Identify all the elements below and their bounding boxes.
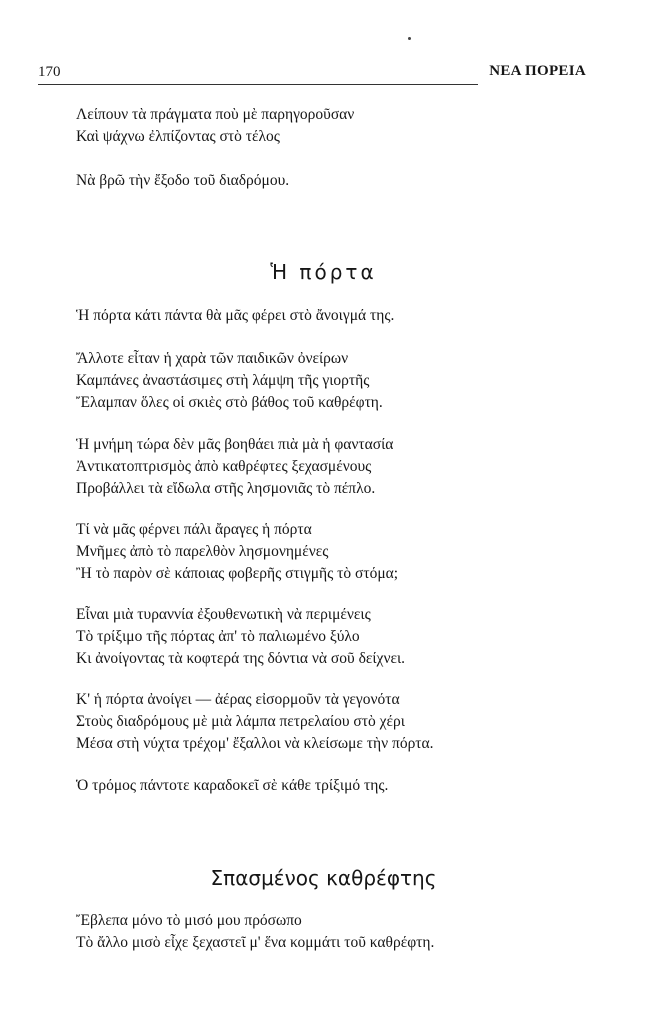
verse-line: Εἶναι μιὰ τυραννία ἐξουθενωτικὴ νὰ περιμένεις	[76, 606, 371, 623]
header-rule	[38, 84, 478, 85]
verse-line: Νὰ βρῶ τὴν ἔξοδο τοῦ διαδρόμου.	[76, 172, 290, 189]
verse-line: Στοὺς διαδρόμους μὲ μιὰ λάμπα πετρελαίου στὸ χέρι	[76, 713, 405, 730]
page-number: 170	[38, 64, 61, 80]
verse-line: Καμπάνες ἀναστάσιμες στὴ λάμψη τῆς γιορτῆς	[76, 372, 370, 389]
verse-line: Ἡ πόρτα κάτι πάντα θὰ μᾶς φέρει στὸ ἄνοιγμά της.	[76, 307, 395, 324]
verse-line: Ἢ τὸ παρὸν σὲ κάποιας φοβερῆς στιγμῆς τὸ στόμα;	[76, 565, 399, 582]
verse-line: Κ' ἡ πόρτα ἀνοίγει — ἀέρας εἰσορμοῦν τὰ γεγονότα	[76, 691, 400, 708]
verse-line: Τί νὰ μᾶς φέρνει πάλι ἄραγες ἡ πόρτα	[76, 521, 312, 538]
verse-line: Καὶ ψάχνω ἐλπίζοντας στὸ τέλος	[76, 128, 280, 145]
ink-speck	[408, 37, 411, 40]
verse-line: Ἄλλοτε εἶταν ἡ χαρὰ τῶν παιδικῶν ὀνείρων	[76, 350, 349, 367]
verse-line: Τὸ τρίξιμο τῆς πόρτας ἀπ' τὸ παλιωμένο ξύλο	[76, 628, 360, 645]
verse-line: Ἔβλεπα μόνο τὸ μισό μου πρόσωπο	[76, 912, 302, 929]
verse-line: Μνῆμες ἀπὸ τὸ παρελθὸν λησμονημένες	[76, 543, 329, 560]
verse-line: Ἔλαμπαν ὅλες οἱ σκιὲς στὸ βάθος τοῦ καθρέφτη.	[76, 394, 383, 411]
verse-line: Ὁ τρόμος πάντοτε καραδοκεῖ σὲ κάθε τρίξιμό της.	[76, 777, 389, 794]
verse-line: Προβάλλει τὰ εἴδωλα στῆς λησμονιᾶς τὸ πέπλο.	[76, 480, 376, 497]
verse-line: Μέσα στὴ νύχτα τρέχομ' ἔξαλλοι νὰ κλείσωμε τὴν πόρτα.	[76, 735, 434, 752]
poem-title: Σπασμένος καθρέφτης	[210, 866, 437, 890]
verse-line: Ἀντικατοπτρισμὸς ἀπὸ καθρέφτες ξεχασμένους	[76, 458, 372, 475]
verse-line: Λείπουν τὰ πράγματα ποὺ μὲ παρηγοροῦσαν	[76, 106, 355, 123]
poem-title: Ἡ πόρτα	[270, 260, 377, 284]
page-header	[38, 62, 586, 86]
journal-title: ΝΕΑ ΠΟΡΕΙΑ	[489, 63, 586, 79]
verse-line: Κι ἀνοίγοντας τὰ κοφτερά της δόντια νὰ σοῦ δείχνει.	[76, 650, 406, 667]
verse-line: Ἡ μνήμη τώρα δὲν μᾶς βοηθάει πιὰ μὰ ἡ φαντασία	[76, 436, 394, 453]
verse-line: Τὸ ἄλλο μισὸ εἶχε ξεχαστεῖ μ' ἕνα κομμάτι τοῦ καθρέφτη.	[76, 934, 435, 951]
